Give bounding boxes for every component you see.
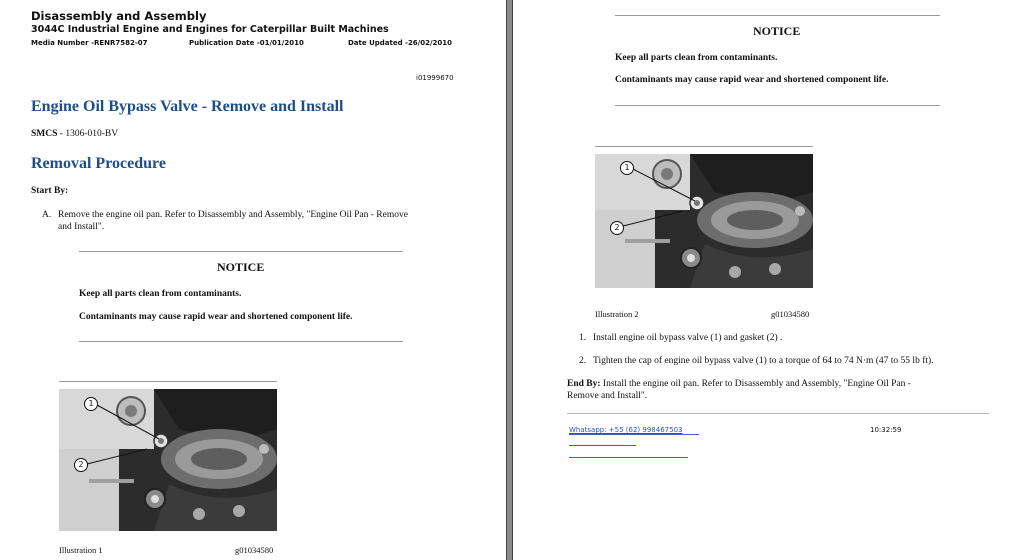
end-by-line1 [567,379,911,389]
date-updated: Date Updated -26/02/2010 [348,39,453,47]
notice-bottom-rule [79,341,403,342]
illustration-1-caption: Illustration 1 [59,545,103,555]
whatsapp-link[interactable]: Whatsapp: +55 (62) 998467503 [569,426,683,434]
step-a-line1: Remove the engine oil pan. Refer to Disassembly and Assembly, "Engine Oil Pan - Remove [58,210,408,220]
smcs-label: SMCS [31,129,58,139]
illustration-top-rule [595,146,813,147]
notice-line1: Keep all parts clean from contaminants. [79,289,242,299]
notice-top-rule [615,15,940,16]
illustration-top-rule [59,381,277,382]
notice-line2: Contaminants may cause rapid wear and shortened component life. [615,75,889,85]
footer-time: 10:32:59 [870,426,902,434]
illustration-2-code: g01034580 [771,309,810,319]
notice-heading: NOTICE [753,24,801,38]
notice-line1: Keep all parts clean from contaminants. [615,53,778,63]
smcs-line [31,129,118,139]
publication-date: Publication Date -01/01/2010 [189,39,304,47]
callout-2: 2 [610,221,624,235]
document-id: i01999670 [416,74,454,82]
footer-rule [567,413,989,414]
step-1-text: Install engine oil bypass valve (1) and gasket (2) . [593,333,783,343]
end-by-label: End By: [567,379,601,389]
notice-line2: Contaminants may cause rapid wear and shortened component life. [79,312,353,322]
end-by-line2: Remove and Install". [567,391,648,401]
notice-bottom-rule [615,105,940,106]
footer-link-line-2[interactable] [569,445,636,446]
right-page [513,0,1011,560]
step-2-marker: 2. [579,356,587,366]
start-by-label: Start By: [31,186,69,196]
illustration-2-caption: Illustration 2 [595,309,639,319]
illustration-2-photo [595,154,813,288]
header-subtitle: 3044C Industrial Engine and Engines for Caterpillar Built Machines [31,24,389,35]
step-1-marker: 1. [579,333,587,343]
step-a-line2: and Install". [58,222,105,232]
callout-1: 1 [84,397,98,411]
illustration-1-photo [59,389,277,531]
callout-2: 2 [74,458,88,472]
callout-1: 1 [620,161,634,175]
step-2-text: Tighten the cap of engine oil bypass valve (1) to a torque of 64 to 74 N·m (47 to 55 lb ft). [593,356,934,366]
media-number: Media Number -RENR7582-07 [31,39,148,47]
smcs-value: - 1306-010-BV [57,129,119,139]
notice-heading: NOTICE [217,260,265,274]
footer-link-underline [569,434,699,435]
header-title: Disassembly and Assembly [31,9,207,23]
section-heading: Removal Procedure [31,155,166,172]
notice-top-rule [79,251,403,252]
step-a-marker: A. [42,210,52,220]
page-gutter [506,0,513,560]
illustration-1-code: g01034580 [235,545,274,555]
page-title: Engine Oil Bypass Valve - Remove and Install [31,98,344,115]
end-by-text: Install the engine oil pan. Refer to Disassembly and Assembly, "Engine Oil Pan - [600,379,911,389]
footer-link-line-3[interactable] [569,457,688,458]
